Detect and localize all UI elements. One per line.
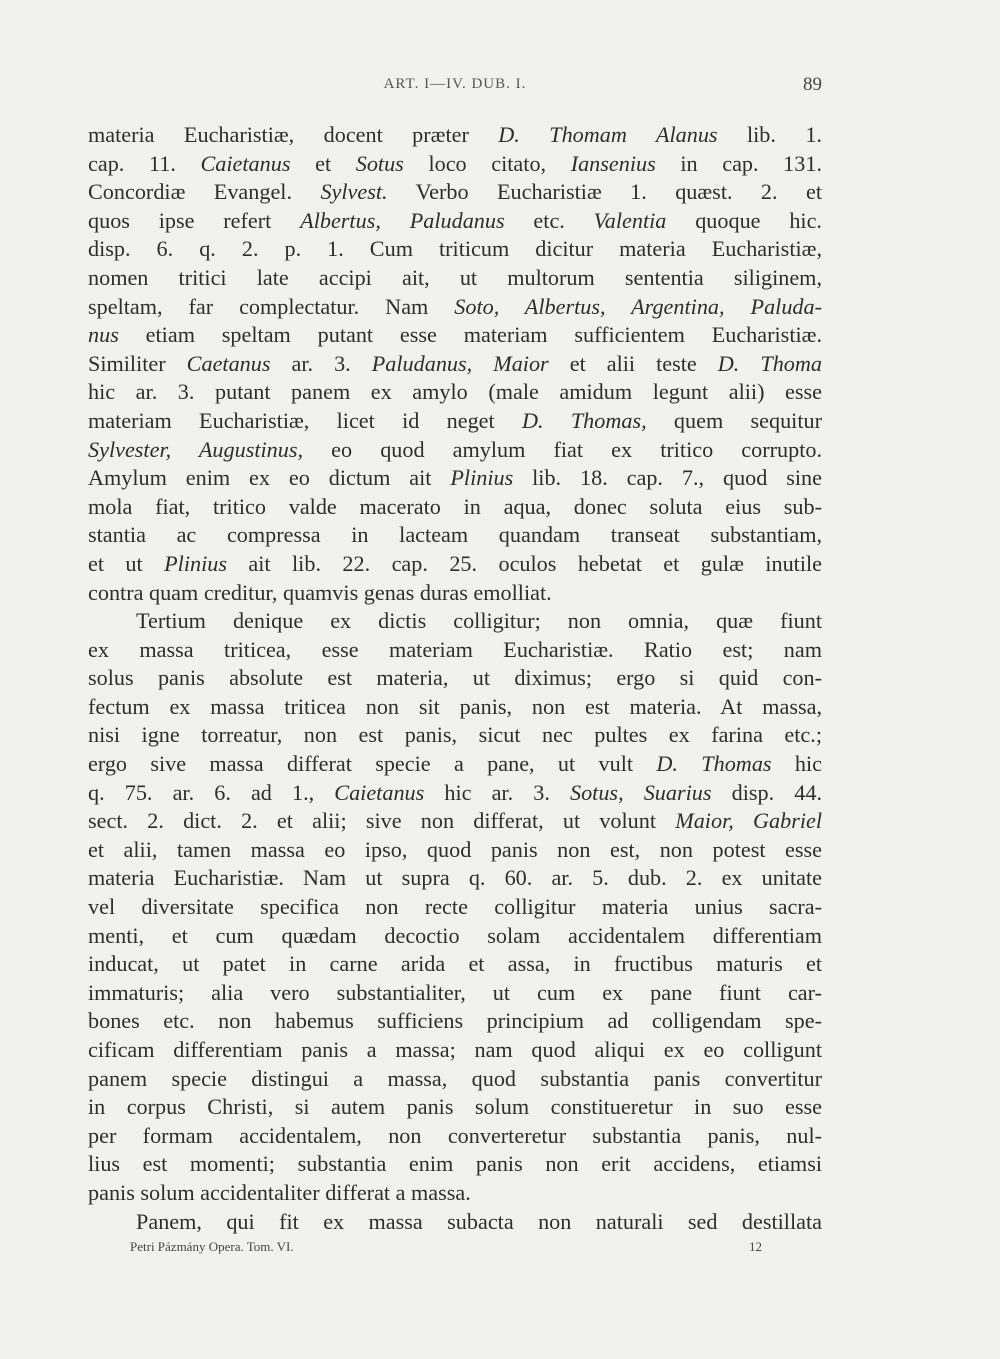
italic-name: Caetanus [186, 350, 271, 376]
italic-name: Sotus [355, 150, 404, 176]
text-run: immaturis; alia vero substantialiter, ut cum ex pane fiunt car- [88, 979, 822, 1005]
text-line [88, 864, 822, 893]
text-line [88, 579, 822, 608]
text-line [88, 293, 822, 322]
text-line [88, 1150, 822, 1179]
page-footer [130, 1239, 762, 1259]
text-run: ergo sive massa differat specie a pane, ut vult [88, 751, 657, 777]
italic-name: Sylvester, Augustinus, [88, 436, 304, 462]
page-number: 89 [803, 74, 822, 95]
text-line [88, 207, 822, 236]
text-run: Verbo Eucharistiæ 1. quæst. 2. et [387, 179, 822, 205]
text-run: quos ipse refert [88, 207, 301, 233]
text-run: et [290, 150, 356, 176]
text-run: loco citato, [403, 150, 571, 176]
text-run: disp. 44. [711, 779, 822, 805]
text-line [88, 235, 822, 264]
text-run: etc. [504, 207, 594, 233]
italic-name: Sylvest. [320, 179, 388, 205]
text-line [88, 521, 822, 550]
text-run: Amylum enim ex eo dictum ait [88, 465, 451, 491]
running-head: ART. I—IV. DUB. I. [383, 76, 527, 92]
text-line [88, 950, 822, 979]
text-run: contra quam creditur, quamvis genas duras emolliat. [88, 579, 552, 605]
italic-name: Iansenius [570, 150, 656, 176]
text-line [88, 750, 822, 779]
text-line [88, 550, 822, 579]
italic-name: nus [88, 322, 119, 348]
text-run: Panem, qui fit ex massa subacta non naturali sed destillata [136, 1208, 822, 1234]
text-line [88, 1208, 822, 1237]
text-line [88, 893, 822, 922]
text-line [88, 636, 822, 665]
text-run: hic [771, 751, 823, 777]
text-run: stantia ac compressa in lacteam quandam transeat substantiam, [88, 522, 822, 548]
text-run: menti, et cum quædam decoctio solam accidentalem differentiam [88, 922, 822, 948]
italic-name: Plinius [164, 550, 227, 576]
text-run: lius est momenti; substantia enim panis non erit accidens, etiamsi [88, 1151, 822, 1177]
text-run: Concordiæ Evangel. [88, 179, 321, 205]
text-run: etiam speltam putant esse materiam sufficientem Eucharistiæ. [118, 322, 822, 348]
text-line [88, 1122, 822, 1151]
text-line [88, 121, 822, 150]
text-run: ait lib. 22. cap. 25. oculos hebetat et gulæ inutile [227, 550, 823, 576]
text-line [88, 407, 822, 436]
text-run: materiam Eucharistiæ, licet id neget [88, 407, 522, 433]
italic-name: Sotus, Suarius [569, 779, 712, 805]
text-run: cap. 11. [88, 150, 201, 176]
text-line [88, 493, 822, 522]
text-run: lib. 1. [717, 122, 822, 147]
text-line [88, 779, 822, 808]
printer-signature: Petri Pázmány Opera. Tom. VI. [130, 1239, 294, 1254]
text-run: panis solum accidentaliter differat a massa. [88, 1179, 471, 1205]
text-run: panem specie distingui a massa, quod substantia panis convertitur [88, 1065, 822, 1091]
text-line [88, 836, 822, 865]
italic-name: Maior, Gabriel [675, 808, 823, 834]
text-run: ex massa triticea, esse materiam Eucharistiæ. Ratio est; nam [88, 636, 822, 662]
italic-name: Valentia [593, 207, 667, 233]
text-line [88, 664, 822, 693]
text-line [88, 378, 822, 407]
text-run: mola fiat, tritico valde macerato in aqua, donec soluta eius sub- [88, 493, 822, 519]
text-run: et ut [88, 550, 165, 576]
italic-name: Soto, Albertus, Argentina, Paluda- [454, 293, 822, 319]
text-run: nomen tritici late accipi ait, ut multorum sententia siliginem, [88, 264, 822, 290]
text-line [88, 693, 822, 722]
text-line [88, 150, 822, 179]
text-run: q. 75. ar. 6. ad 1., [88, 779, 335, 805]
text-run: cificam differentiam panis a massa; nam quod aliqui ex eo colligunt [88, 1037, 822, 1062]
text-run: hic ar. 3. putant panem ex amylo (male amidum legunt alii) esse [88, 379, 822, 405]
text-run: Tertium denique ex dictis colligitur; non omnia, quæ fiunt [136, 608, 822, 634]
text-run: nisi igne torreatur, non est panis, sicut nec pultes ex farina etc.; [88, 722, 822, 748]
text-run: vel diversitate specifica non recte colligitur materia unius sacra- [88, 894, 822, 920]
text-line [88, 607, 822, 636]
italic-name: D. Thomam Alanus [498, 122, 718, 147]
text-run: materia Eucharistiæ, docent præter [88, 122, 499, 147]
italic-name: Caietanus [334, 779, 425, 805]
text-run: disp. 6. q. 2. p. 1. Cum triticum dicitur materia Eucharistiæ, [88, 236, 822, 262]
text-line [88, 436, 822, 465]
text-line [88, 464, 822, 493]
text-run: bones etc. non habemus sufficiens principium ad colligendam spe- [88, 1008, 822, 1034]
text-line [88, 1179, 822, 1208]
text-run: per formam accidentalem, non converteretur substantia panis, nul- [88, 1122, 822, 1148]
italic-name: Caietanus [200, 150, 291, 176]
italic-name: D. Thomas [656, 751, 772, 777]
text-line [88, 321, 822, 350]
body-text [88, 121, 822, 1236]
text-line [88, 178, 822, 207]
text-run: materia Eucharistiæ. Nam ut supra q. 60. ar. 5. dub. 2. ex unitate [88, 865, 822, 891]
page-header [88, 76, 822, 100]
text-line [88, 1007, 822, 1036]
text-run: speltam, far complectatur. Nam [88, 293, 455, 319]
text-run: et alii, tamen massa eo ipso, quod panis non est, non potest esse [88, 836, 822, 862]
text-line [88, 807, 822, 836]
text-run: et alii teste [548, 350, 718, 376]
text-line [88, 1036, 822, 1065]
text-line [88, 721, 822, 750]
italic-name: Albertus, Paludanus [300, 207, 505, 233]
text-line [88, 1065, 822, 1094]
text-run: fectum ex massa triticea non sit panis, non est materia. At massa, [88, 693, 822, 719]
text-run: lib. 18. cap. 7., quod sine [513, 465, 822, 491]
text-run: ar. 3. [270, 350, 372, 376]
text-line [88, 350, 822, 379]
italic-name: Paludanus, Maior [371, 350, 549, 376]
italic-name: D. Thomas, [521, 407, 647, 433]
text-run: eo quod amylum fiat ex tritico corrupto. [303, 436, 822, 462]
text-run: hic ar. 3. [424, 779, 570, 805]
italic-name: D. Thoma [717, 350, 823, 376]
text-line [88, 922, 822, 951]
sheet-number: 12 [749, 1239, 762, 1254]
text-run: inducat, ut patet in carne arida et assa, in fructibus maturis et [88, 951, 822, 977]
italic-name: Plinius [450, 465, 514, 491]
text-run: quoque hic. [666, 207, 822, 233]
text-run: in cap. 131. [655, 150, 823, 176]
text-run: quem sequitur [646, 407, 822, 433]
text-run: in corpus Christi, si autem panis solum constitueretur in suo esse [88, 1094, 822, 1120]
text-run: Similiter [88, 350, 187, 376]
text-run: sect. 2. dict. 2. et alii; sive non differat, ut volunt [88, 808, 676, 834]
text-line [88, 264, 822, 293]
text-line [88, 979, 822, 1008]
text-line [88, 1093, 822, 1122]
text-run: solus panis absolute est materia, ut diximus; ergo si quid con- [88, 665, 822, 691]
